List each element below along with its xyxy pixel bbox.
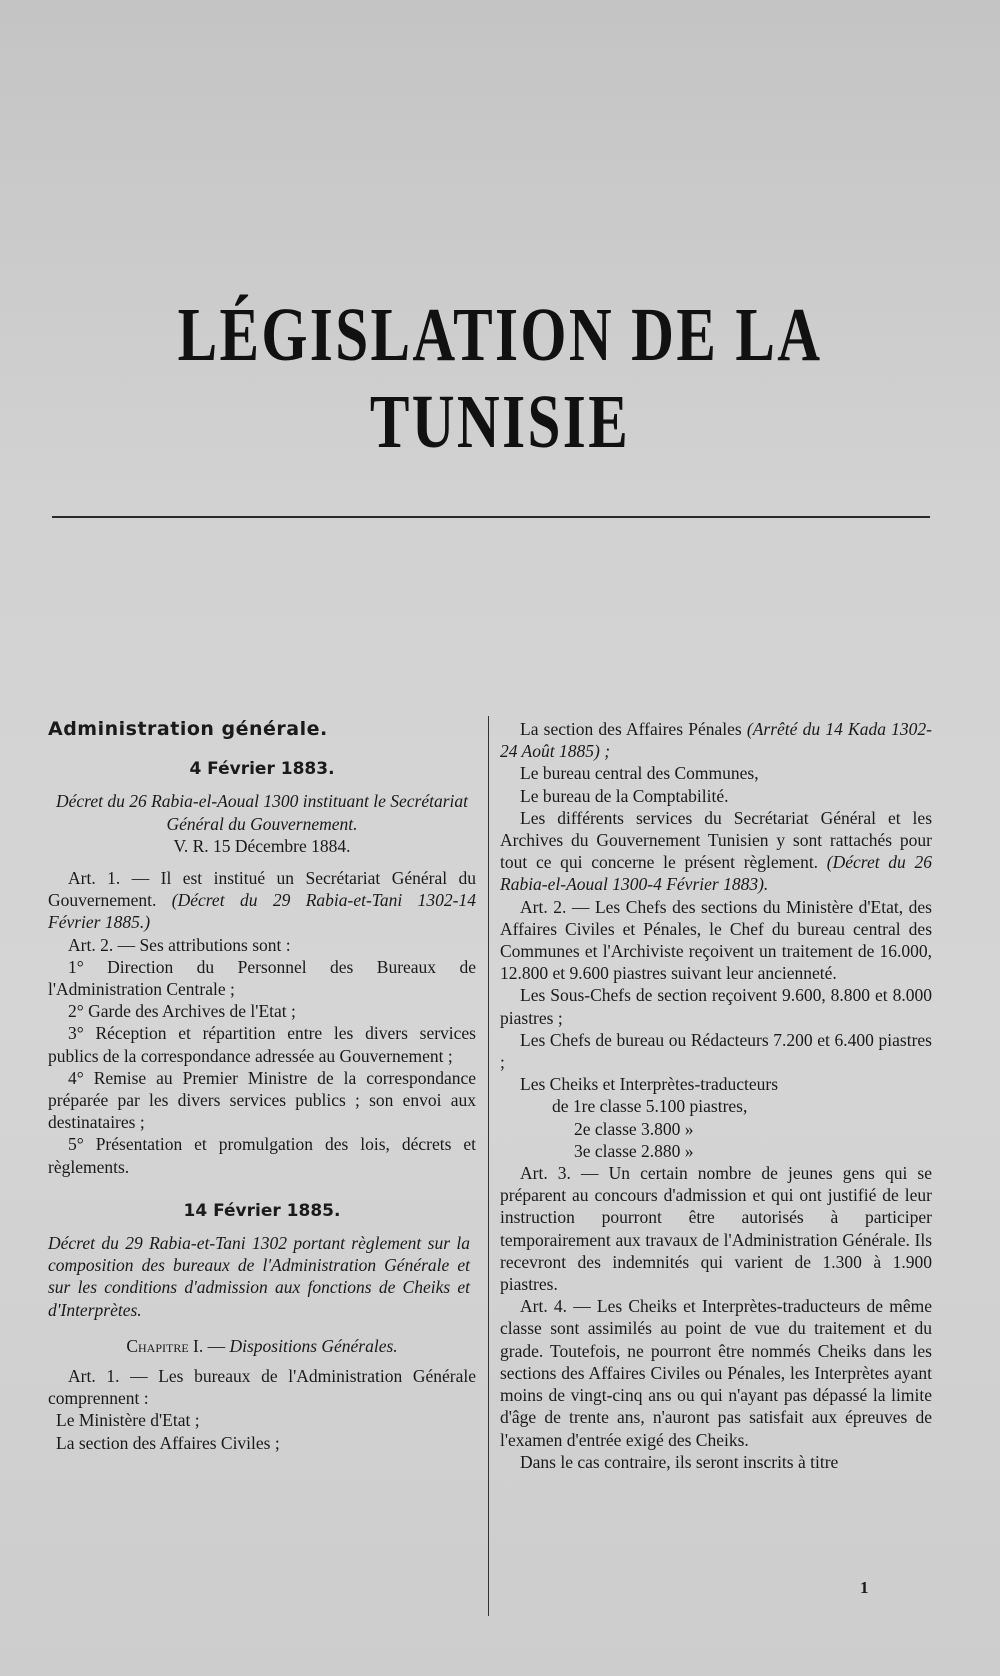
section-heading: Administration générale.: [48, 718, 328, 740]
decree-title: Décret du 26 Rabia-el-Aoual 1300 instituant le Secrétariat Général du Gouvernement.: [56, 791, 468, 834]
page-title: LÉGISLATION DE LA TUNISIE: [177, 293, 823, 464]
list-item: 5° Présentation et promulgation des lois, décrets et règlements.: [48, 1134, 476, 1177]
paragraph-reference: (Décret du 26 Rabia-el-Aoual 1300-4 Février 1883).: [500, 852, 932, 895]
paragraph: [500, 807, 932, 896]
horizontal-rule: [52, 516, 930, 518]
article-paragraph: Art. 4. — Les Cheiks et Interprètes-traducteurs de même classe sont assimilés au point de vue du traitement et du grade. Toutefois, ne pourront être nommés Cheiks dans les sections des Affaires Civiles ou Pénales, les Interprètes ayant moins de vingt-cinq ans ou qui n'ayant pas dépassé la limite d'âge de trente ans, n'auront pas satisfait aux épreuves de l'examen d'entrée exigé des Cheiks.: [500, 1296, 932, 1450]
item-reference: (Arrêté du 14 Kada 1302-24 Août 1885) ;: [500, 719, 932, 762]
article-paragraph: Art. 1. — Les bureaux de l'Administration Générale comprennent :: [48, 1366, 476, 1409]
article-paragraph: Art. 2. — Les Chefs des sections du Ministère d'Etat, des Affaires Civiles et Pénales, le Chef du bureau central des Communes et l'Archiviste reçoivent un traitement de 16.000, 12.800 et 9.600 piastres suivant leur ancienneté.: [500, 896, 932, 984]
left-column: [48, 718, 476, 1454]
right-column: [500, 718, 932, 1473]
article-paragraph: Art. 2. — Ses attributions sont :: [68, 934, 291, 955]
list-item: La section des Affaires Civiles ;: [56, 1432, 280, 1453]
list-item: [500, 718, 932, 762]
article-label: Art. 1.: [68, 868, 121, 889]
salary-line: de 1re classe 5.100 piastres,: [552, 1096, 748, 1117]
article-reference: (Décret du 29 Rabia-et-Tani 1302-14 Février 1885.): [48, 890, 476, 933]
column-divider: [488, 716, 489, 1616]
chapter-prefix: Chapitre I. —: [126, 1335, 230, 1356]
paragraph: Les Sous-Chefs de section reçoivent 9.600, 8.800 et 8.000 piastres ;: [500, 985, 932, 1028]
paragraph: Les Chefs de bureau ou Rédacteurs 7.200 et 6.400 piastres ;: [500, 1029, 932, 1073]
paragraph-text: Les différents services du Secrétariat Général et les Archives du Gouvernement Tunisien y sont rattachés pour tout ce qui concerne le présent règlement.: [500, 807, 932, 873]
paragraph: Dans le cas contraire, ils seront inscrits à titre: [520, 1451, 839, 1472]
article-paragraph: [48, 867, 476, 934]
decree-title: Décret du 29 Rabia-et-Tani 1302 portant règlement sur la composition des bureaux de l'Administration Générale et sur les conditions d'admission aux fonctions de Cheiks et d'Interprètes.: [48, 1233, 470, 1320]
list-item: Le bureau de la Comptabilité.: [520, 785, 729, 806]
salary-line: 3e classe 2.880 »: [574, 1140, 694, 1161]
list-item: 3° Réception et répartition entre les divers services publics de la correspondance adressée au Gouvernement ;: [48, 1023, 476, 1066]
article-text: — Il est institué un Secrétariat Général du Gouvernement.: [48, 868, 477, 911]
item-text: La section des Affaires Pénales: [520, 719, 747, 739]
date-heading: 4 Février 1883.: [189, 759, 335, 780]
salary-line: 2e classe 3.800 »: [574, 1118, 694, 1139]
chapter-title: Dispositions Générales.: [229, 1335, 398, 1356]
reference-line: V. R. 15 Décembre 1884.: [173, 835, 351, 856]
page-number: 1: [860, 1578, 869, 1597]
list-item: 4° Remise au Premier Ministre de la correspondance préparée par les divers services publics ; son envoi aux destinataires ;: [48, 1067, 476, 1133]
chapter-heading: [48, 1335, 476, 1357]
list-item: Le bureau central des Communes,: [520, 763, 759, 784]
list-item: 2° Garde des Archives de l'Etat ;: [68, 1001, 296, 1022]
date-heading: 14 Février 1885.: [183, 1200, 341, 1221]
article-paragraph: Art. 3. — Un certain nombre de jeunes gens qui se préparent au concours d'admission et qui ont justifié de leur instruction pourront être autorisés à participer temporairement aux travaux de l'Administration Générale. Ils recevront des indemnités qui varient de 1.300 à 1.900 piastres.: [500, 1163, 932, 1295]
paragraph: Les Cheiks et Interprètes-traducteurs: [520, 1074, 779, 1095]
list-item: Le Ministère d'Etat ;: [56, 1410, 200, 1431]
list-item: 1° Direction du Personnel des Bureaux de l'Administration Centrale ;: [48, 956, 476, 1000]
